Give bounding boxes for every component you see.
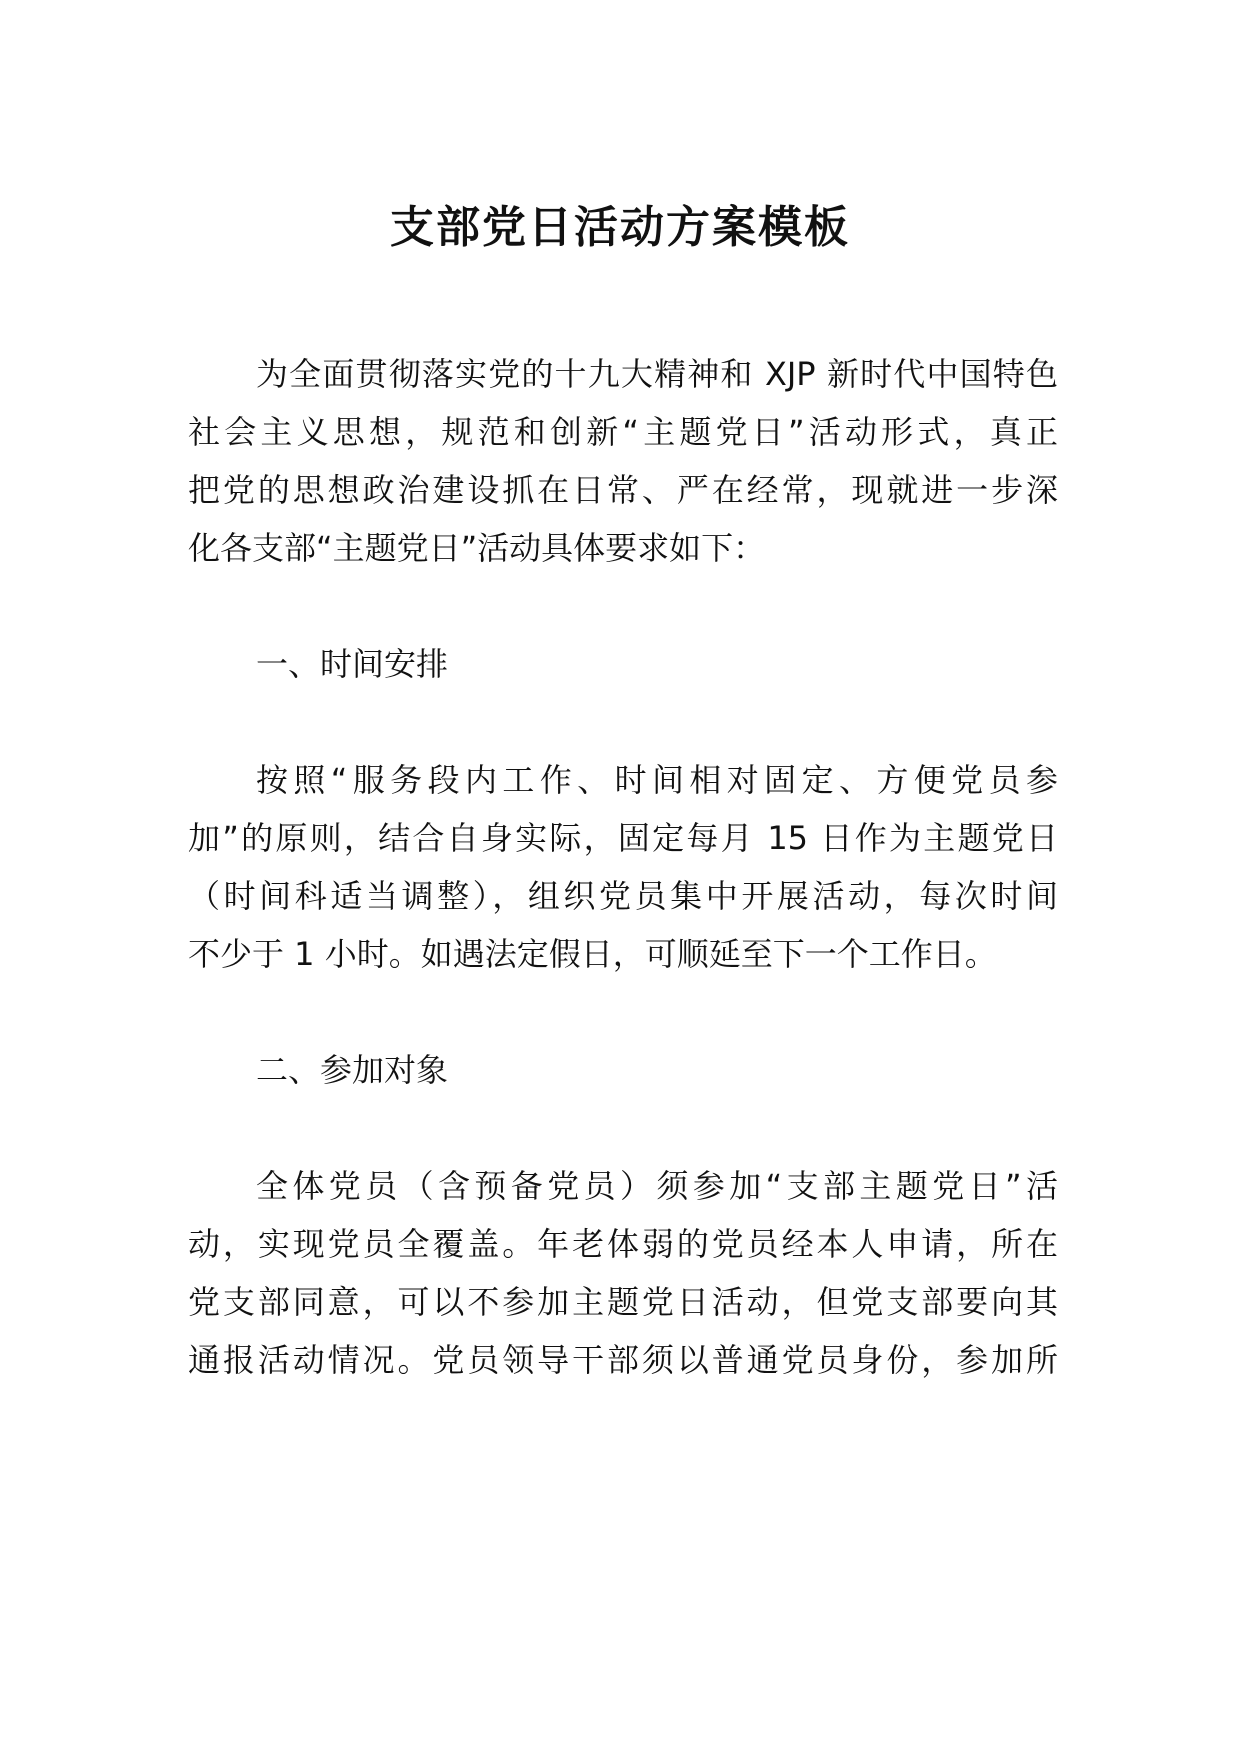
section2-line-1: 全体党员（含预备党员）须参加“支部主题党日”活 <box>256 1167 1058 1205</box>
section-heading-time: 一、时间安排 <box>256 645 449 683</box>
intro-line-4: 化各支部“主题党日”活动具体要求如下： <box>188 529 766 567</box>
section1-line-2: 加”的原则，结合自身实际，固定每月 15 日作为主题党日 <box>188 819 1058 857</box>
document-title: 支部党日活动方案模板 <box>390 202 850 253</box>
section2-line-2: 动，实现党员全覆盖。年老体弱的党员经本人申请，所在 <box>188 1225 1058 1263</box>
intro-line-2: 社会主义思想，规范和创新“主题党日”活动形式，真正 <box>188 413 1058 451</box>
section1-line-4: 不少于 1 小时。如遇法定假日，可顺延至下一个工作日。 <box>188 935 997 973</box>
section2-line-4: 通报活动情况。党员领导干部须以普通党员身份，参加所 <box>188 1341 1058 1379</box>
section2-line-3: 党支部同意，可以不参加主题党日活动，但党支部要向其 <box>188 1283 1058 1321</box>
section1-line-3: （时间科适当调整），组织党员集中开展活动，每次时间 <box>188 877 1058 915</box>
intro-line-3: 把党的思想政治建设抓在日常、严在经常，现就进一步深 <box>188 471 1058 509</box>
section1-line-1: 按照“服务段内工作、时间相对固定、方便党员参 <box>256 761 1058 799</box>
section-heading-participants: 二、参加对象 <box>256 1051 449 1089</box>
intro-line-1: 为全面贯彻落实党的十九大精神和 XJP 新时代中国特色 <box>256 355 1058 393</box>
